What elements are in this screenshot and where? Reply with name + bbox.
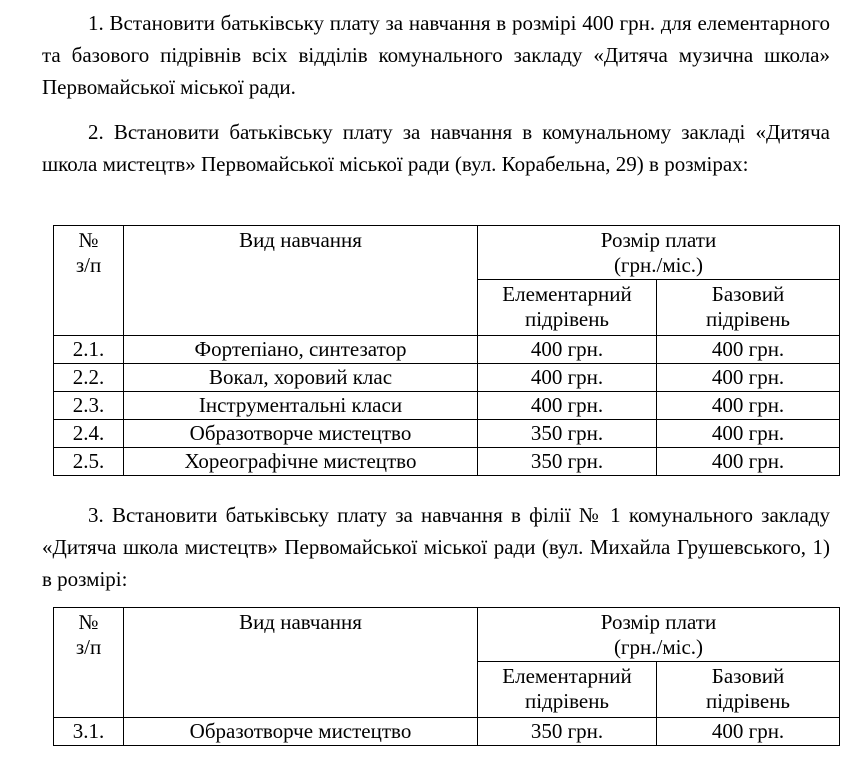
fee-table-2 bbox=[53, 607, 840, 746]
header-basic-line2: підрівень bbox=[705, 689, 791, 713]
header-basic-line2: підрівень bbox=[705, 307, 791, 331]
row-kind: Образотворче мистецтво bbox=[124, 718, 478, 746]
row-elementary-fee: 400 грн. bbox=[478, 392, 657, 420]
paragraph-1: 1. Встановити батьківську плату за навчання в розмірі 400 грн. для елементарного та базового підрівнів всіх відділів комунального закладу «Дитяча музична школа» Первомайської міської ради. bbox=[42, 11, 830, 99]
row-elementary-fee: 350 грн. bbox=[478, 448, 657, 476]
header-basic-line1: Базовий bbox=[711, 282, 785, 306]
row-number: 3.1. bbox=[54, 718, 124, 746]
header-elementary-line1: Елементарний bbox=[502, 282, 632, 306]
row-kind: Хореографічне мистецтво bbox=[124, 448, 478, 476]
table-header-row bbox=[54, 608, 840, 662]
table-row bbox=[54, 448, 840, 476]
row-kind: Фортепіано, синтезатор bbox=[124, 336, 478, 364]
row-elementary-fee: 350 грн. bbox=[478, 718, 657, 746]
row-number: 2.3. bbox=[54, 392, 124, 420]
row-number: 2.4. bbox=[54, 420, 124, 448]
row-elementary-fee: 350 грн. bbox=[478, 420, 657, 448]
row-basic-fee: 400 грн. bbox=[657, 392, 840, 420]
header-elementary-line1: Елементарний bbox=[502, 664, 632, 688]
header-kind: Вид навчання bbox=[124, 226, 478, 336]
table-row bbox=[54, 364, 840, 392]
row-elementary-fee: 400 грн. bbox=[478, 364, 657, 392]
header-number-symbol: № bbox=[78, 228, 99, 252]
header-number bbox=[54, 608, 124, 718]
row-kind: Вокал, хоровий клас bbox=[124, 364, 478, 392]
header-fee-unit: (грн./міс.) bbox=[613, 253, 704, 277]
fee-table-1 bbox=[53, 225, 840, 476]
header-kind: Вид навчання bbox=[124, 608, 478, 718]
header-fee-title: Розмір плати bbox=[600, 610, 717, 634]
row-number: 2.1. bbox=[54, 336, 124, 364]
row-basic-fee: 400 грн. bbox=[657, 718, 840, 746]
header-number-abbrev: з/п bbox=[75, 635, 102, 659]
table-row bbox=[54, 336, 840, 364]
header-elementary-line2: підрівень bbox=[524, 307, 610, 331]
header-fee bbox=[478, 226, 840, 280]
header-fee-unit: (грн./міс.) bbox=[613, 635, 704, 659]
row-basic-fee: 400 грн. bbox=[657, 420, 840, 448]
row-kind: Образотворче мистецтво bbox=[124, 420, 478, 448]
paragraph-2: 2. Встановити батьківську плату за навчання в комунальному закладі «Дитяча школа мистецтв» Первомайської міської ради (вул. Корабельна, 29) в розмірах: bbox=[42, 120, 830, 176]
header-fee bbox=[478, 608, 840, 662]
table-row bbox=[54, 718, 840, 746]
header-elementary bbox=[478, 662, 657, 718]
header-number-symbol: № bbox=[78, 610, 99, 634]
row-kind: Інструментальні класи bbox=[124, 392, 478, 420]
table-row bbox=[54, 392, 840, 420]
header-number-abbrev: з/п bbox=[75, 253, 102, 277]
row-basic-fee: 400 грн. bbox=[657, 336, 840, 364]
paragraph-3: 3. Встановити батьківську плату за навчання в філії № 1 комунального закладу «Дитяча школа мистецтв» Первомайської міської ради (вул. Михайла Грушевського, 1) в розмірі: bbox=[42, 503, 830, 591]
header-fee-title: Розмір плати bbox=[600, 228, 717, 252]
table-row bbox=[54, 420, 840, 448]
row-number: 2.2. bbox=[54, 364, 124, 392]
row-basic-fee: 400 грн. bbox=[657, 364, 840, 392]
header-number bbox=[54, 226, 124, 336]
header-basic bbox=[657, 662, 840, 718]
row-basic-fee: 400 грн. bbox=[657, 448, 840, 476]
row-elementary-fee: 400 грн. bbox=[478, 336, 657, 364]
table-header-row bbox=[54, 226, 840, 280]
row-number: 2.5. bbox=[54, 448, 124, 476]
header-basic-line1: Базовий bbox=[711, 664, 785, 688]
header-basic bbox=[657, 280, 840, 336]
header-elementary-line2: підрівень bbox=[524, 689, 610, 713]
header-elementary bbox=[478, 280, 657, 336]
